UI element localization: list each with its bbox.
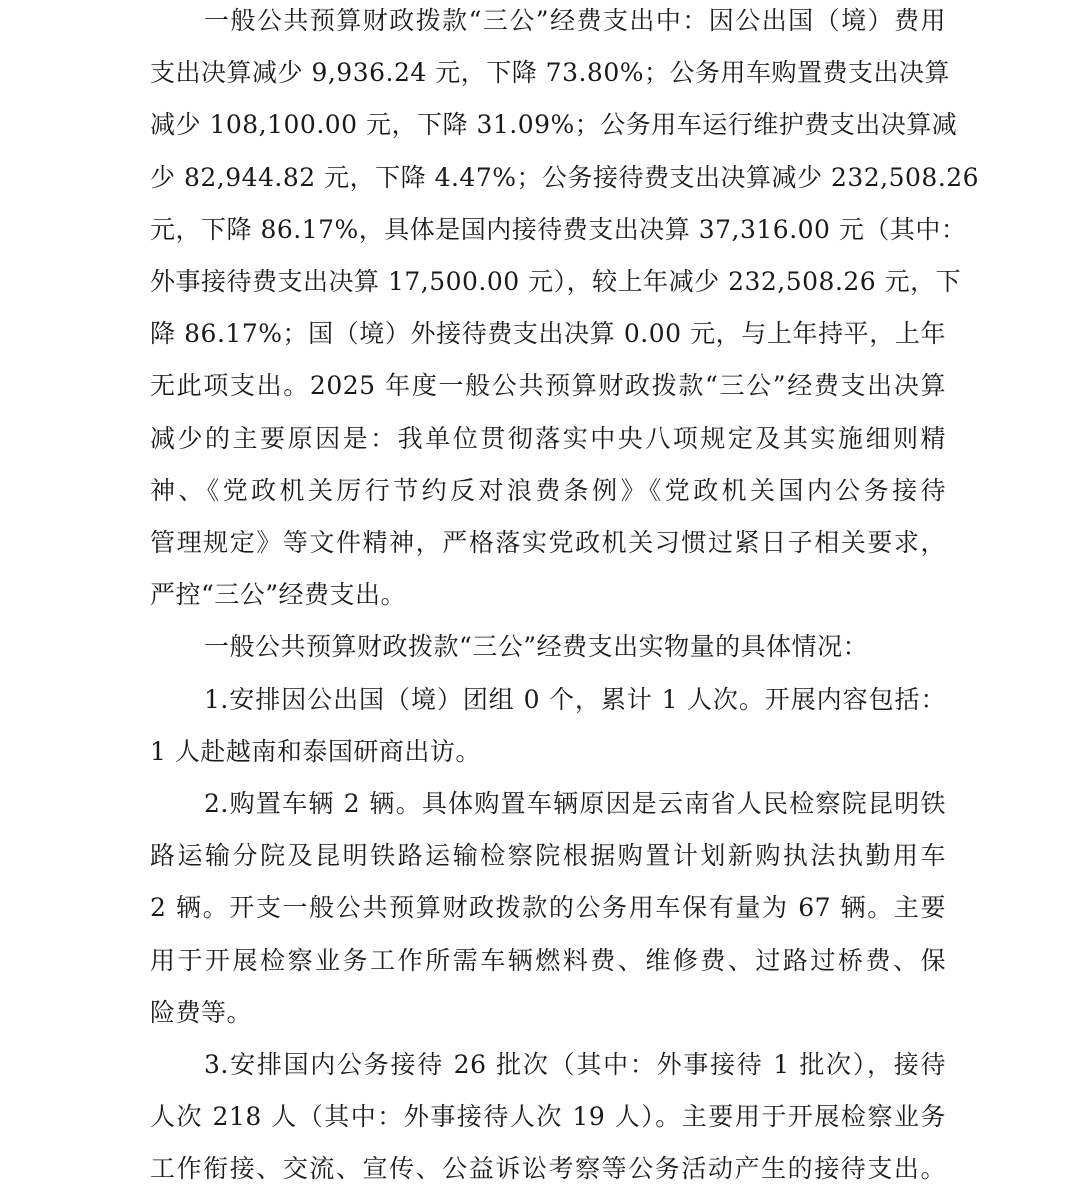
document-text-line: 减少 108,100.00 元，下降 31.09%；公务用车运行维护费支出决算减 [150,110,958,140]
document-text-line: 2.购置车辆 2 辆。具体购置车辆原因是云南省人民检察院昆明铁 [204,789,946,818]
document-text-line: 减少的主要原因是：我单位贯彻落实中央八项规定及其实施细则精 [150,423,946,453]
document-text-line: 一般公共预算财政拨款“三公”经费支出实物量的具体情况： [204,632,869,662]
document-text-line: 路运输分院及昆明铁路运输检察院根据购置计划新购执法执勤用车 [150,841,946,871]
document-text-line: 神、《党政机关厉行节约反对浪费条例》《党政机关国内公务接待 [150,475,946,505]
document-text-line: 2 辆。开支一般公共预算财政拨款的公务用车保有量为 67 辆。主要 [150,893,946,923]
document-text-line: 少 82,944.82 元，下降 4.47%；公务接待费支出决算减少 232,508.26 [150,162,980,192]
document-text-line: 降 86.17%；国（境）外接待费支出决算 0.00 元，与上年持平，上年 [150,319,946,349]
document-text-line: 无此项支出。2025 年度一般公共预算财政拨款“三公”经费支出决算 [150,371,946,401]
document-text-line: 工作衔接、交流、宣传、公益诉讼考察等公务活动产生的接待支出。 [150,1154,946,1184]
document-text-line: 用于开展检察业务工作所需车辆燃料费、维修费、过路过桥费、保 [150,945,946,975]
document-text-line: 1 人赴越南和泰国研商出访。 [150,736,481,766]
document-text-line: 人次 218 人（其中：外事接待人次 19 人）。主要用于开展检察业务 [150,1102,946,1132]
document-text-line: 险费等。 [150,997,253,1027]
document-text-line: 严控“三公”经费支出。 [150,580,407,610]
document-text-line: 一般公共预算财政拨款“三公”经费支出中：因公出国（境）费用 [204,6,946,35]
document-text-line: 支出决算减少 9,936.24 元，下降 73.80%；公务用车购置费支出决算 [150,58,950,88]
document-text-line: 1.安排因公出国（境）团组 0 个，累计 1 人次。开展内容包括： [204,684,946,714]
document-text-line: 管理规定》等文件精神，严格落实党政机关习惯过紧日子相关要求， [150,528,946,557]
document-text-line: 外事接待费支出决算 17,500.00 元），较上年减少 232,508.26 元，下 [150,267,962,296]
document-text-line: 元，下降 86.17%，具体是国内接待费支出决算 37,316.00 元（其中： [150,214,967,244]
document-text-line: 3.安排国内公务接待 26 批次（其中：外事接待 1 批次），接待 [204,1050,946,1079]
